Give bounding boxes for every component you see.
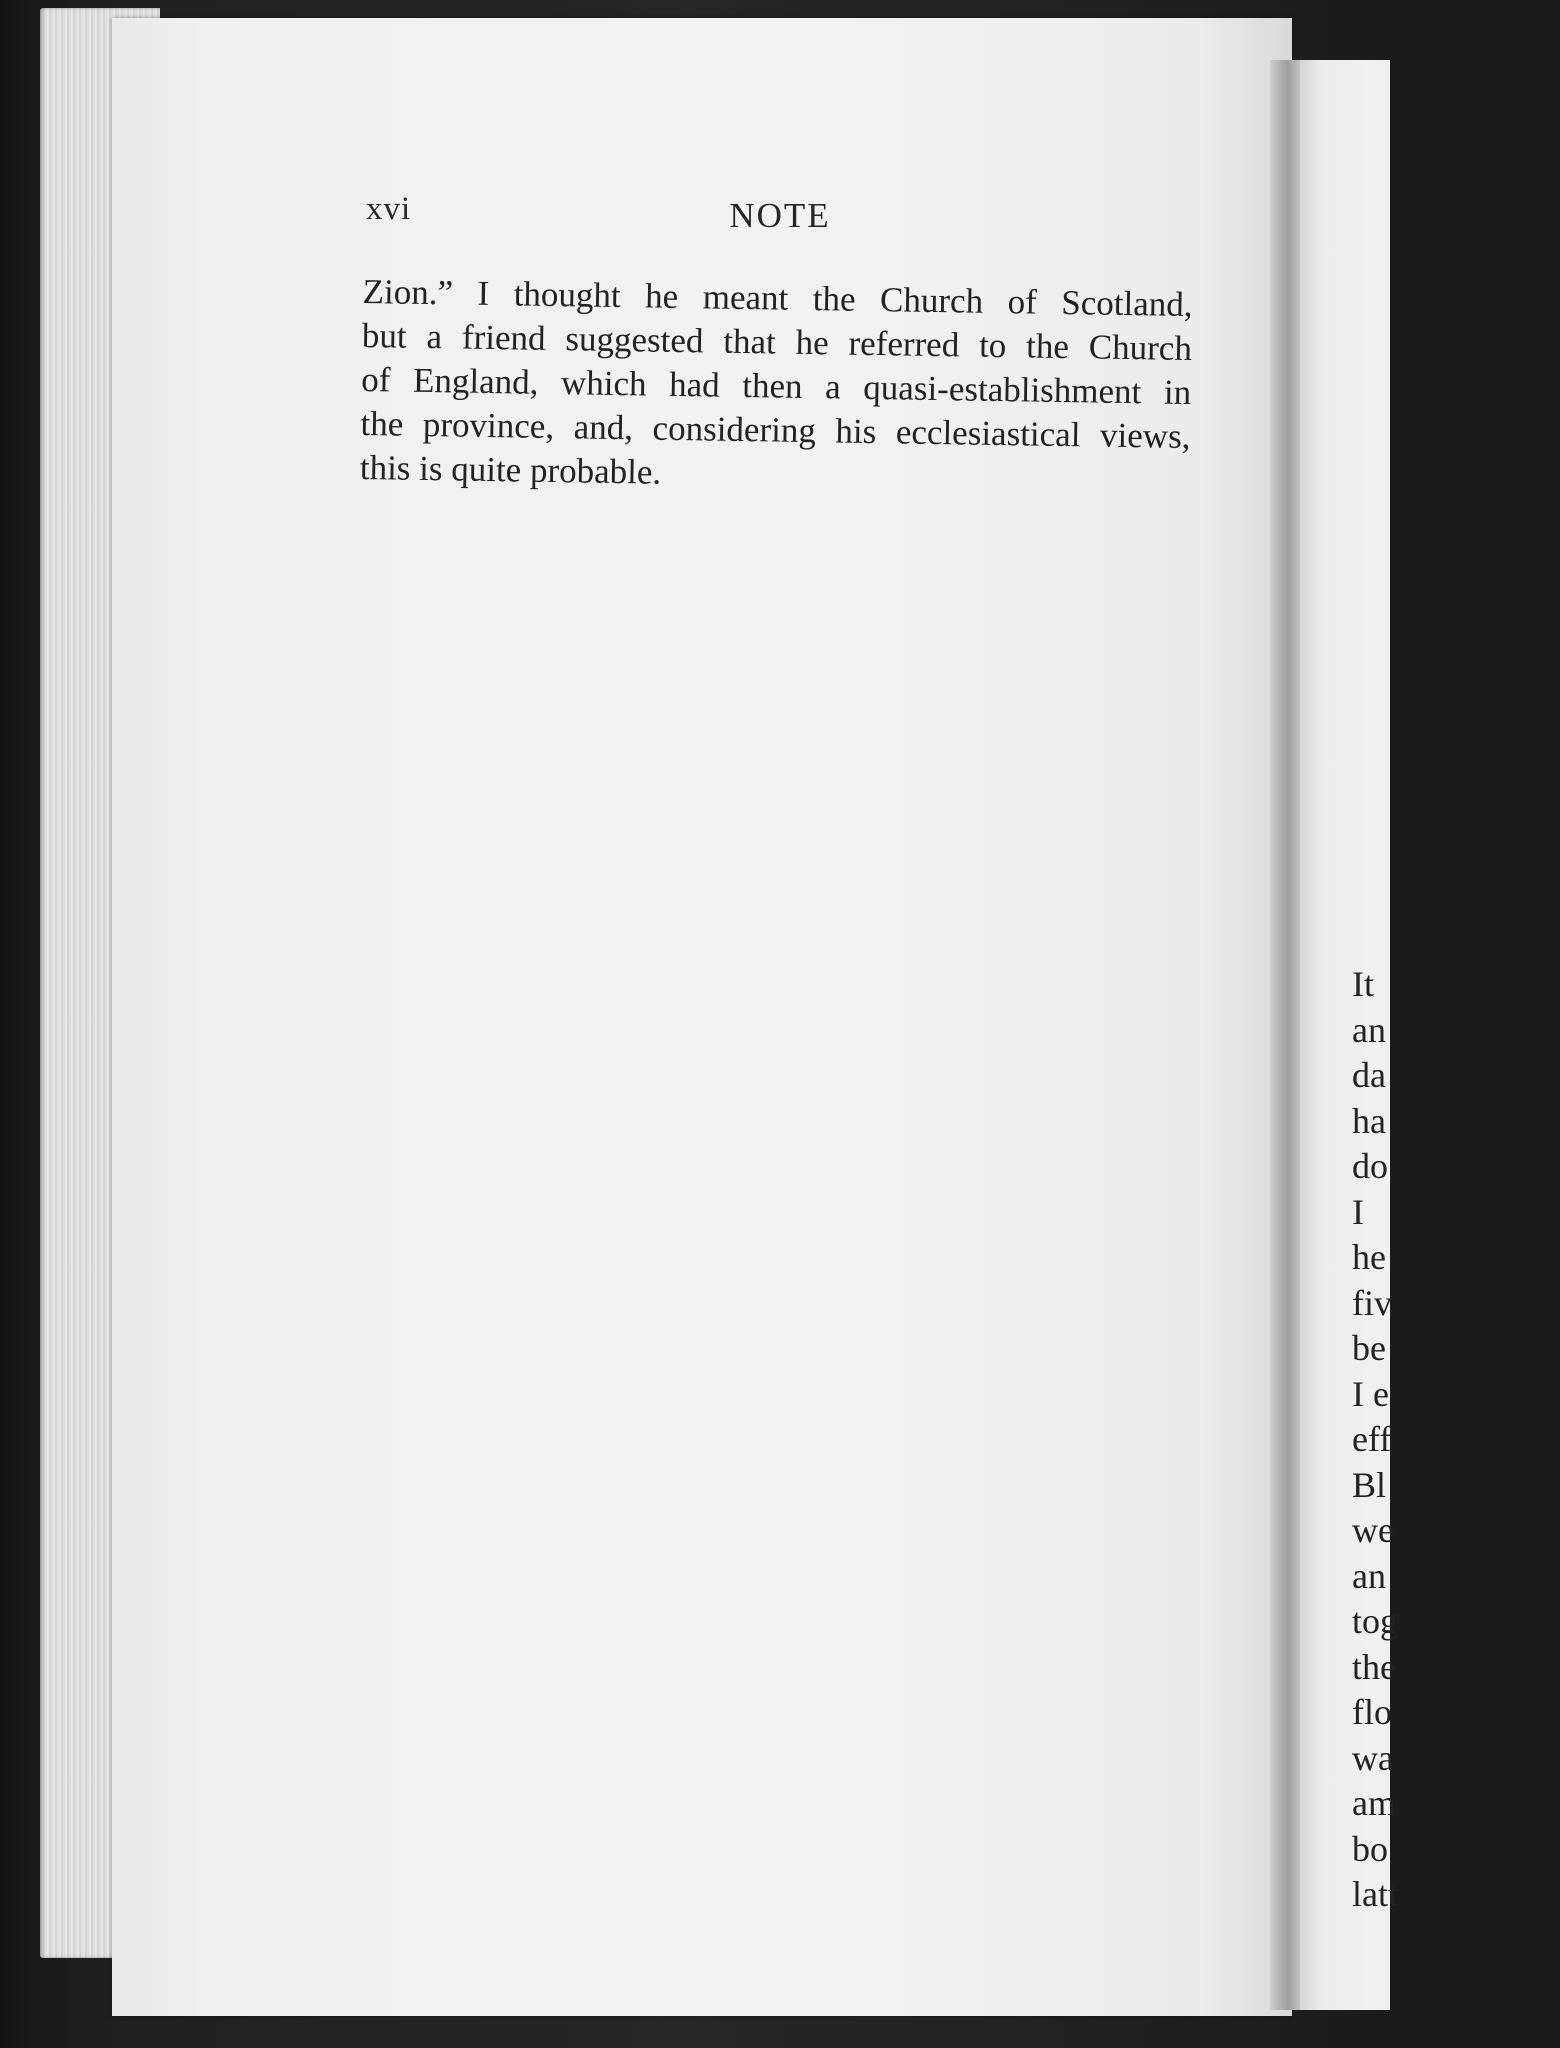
right-line-fragment: he bbox=[1352, 1237, 1386, 1277]
right-page bbox=[1300, 60, 1399, 2010]
body-text bbox=[360, 270, 1193, 503]
right-line-fragment: fiv bbox=[1352, 1282, 1392, 1323]
running-title: NOTE bbox=[729, 196, 831, 235]
right-line-fragment: flo bbox=[1352, 1692, 1392, 1732]
right-line-fragment: do bbox=[1352, 1146, 1388, 1186]
right-line-fragment: eff bbox=[1352, 1419, 1392, 1459]
right-line-fragment: be bbox=[1352, 1328, 1386, 1368]
right-line-fragment: I e bbox=[1352, 1373, 1389, 1414]
right-line-fragment: an bbox=[1352, 1555, 1386, 1596]
right-line-fragment: ha bbox=[1352, 1100, 1386, 1141]
right-line-fragment: wa bbox=[1352, 1737, 1394, 1778]
right-line-fragment: tog bbox=[1352, 1601, 1399, 1641]
right-line-fragment: the bbox=[1352, 1646, 1396, 1687]
body-line: the province, and, considering his ecclesiastical views, bbox=[360, 403, 1191, 457]
right-line-fragment: bo bbox=[1352, 1828, 1388, 1869]
right-line-fragment: I bbox=[1352, 1191, 1364, 1232]
right-line-fragment: we bbox=[1352, 1510, 1394, 1550]
body-line: Zion.” I thought he meant the Church of Scotland, bbox=[362, 271, 1193, 325]
body-line: of England, which had then a quasi-establishment in bbox=[360, 359, 1192, 413]
right-line-fragment: an bbox=[1352, 1009, 1386, 1050]
right-line-fragment: latt bbox=[1352, 1874, 1398, 1914]
page-number: xvi bbox=[366, 191, 412, 227]
right-page-text bbox=[1352, 962, 1398, 1918]
right-line-fragment: da bbox=[1352, 1055, 1386, 1095]
right-line-fragment: am bbox=[1352, 1783, 1396, 1823]
body-line: but a friend suggested that he referred to the Church bbox=[361, 315, 1193, 369]
right-line-fragment: It bbox=[1352, 964, 1374, 1004]
body-line: this is quite probable. bbox=[359, 447, 662, 492]
right-line-fragment: Bl bbox=[1352, 1464, 1387, 1505]
